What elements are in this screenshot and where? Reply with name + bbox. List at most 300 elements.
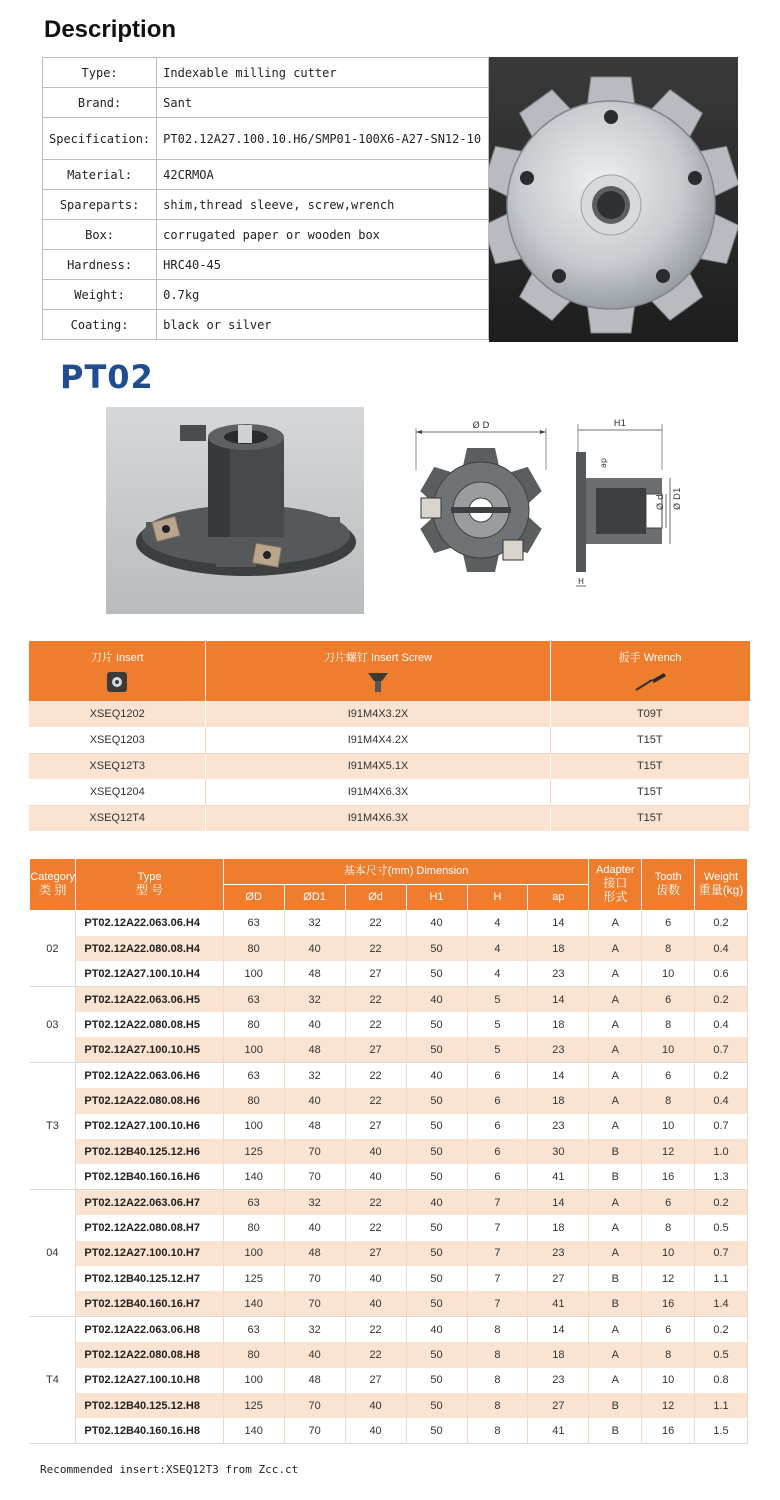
value-cell: 70 [284, 1164, 345, 1189]
value-cell: 70 [284, 1418, 345, 1443]
value-cell: A [589, 961, 642, 986]
type-cell: PT02.12A22.080.08.H8 [76, 1342, 223, 1367]
model-title: PT02 [60, 358, 154, 396]
value-cell: 5 [467, 987, 528, 1012]
value-cell: B [589, 1291, 642, 1316]
insert-code: XSEQ1203 [29, 727, 206, 753]
value-cell: A [589, 1114, 642, 1139]
type-cell: PT02.12A22.063.06.H4 [76, 911, 223, 936]
value-cell: 14 [528, 1317, 589, 1342]
category-cell: 02 [30, 911, 76, 987]
spec-value: PT02.12A27.100.10.H6/SMP01-100X6-A27-SN12-10 [157, 118, 489, 160]
dim-label-ap: ap [599, 458, 608, 468]
value-cell: 14 [528, 1190, 589, 1215]
value-cell: A [589, 911, 642, 936]
value-cell: 18 [528, 936, 589, 961]
value-cell: 22 [345, 987, 406, 1012]
value-cell: 8 [642, 1342, 695, 1367]
value-cell: 41 [528, 1291, 589, 1316]
value-cell: 23 [528, 1368, 589, 1393]
value-cell: 50 [406, 961, 467, 986]
value-cell: 22 [345, 1012, 406, 1037]
table-row [30, 1190, 748, 1215]
table-row [30, 1291, 748, 1316]
category-cell: 04 [30, 1190, 76, 1317]
value-cell: 0.2 [695, 911, 748, 936]
value-cell: 50 [406, 1139, 467, 1164]
value-cell: 0.2 [695, 1317, 748, 1342]
insert-table [29, 641, 750, 831]
screw-code: I91M4X5.1X [206, 753, 550, 779]
value-cell: 18 [528, 1088, 589, 1113]
description-title: Description [44, 16, 177, 43]
value-cell: B [589, 1164, 642, 1189]
value-cell: 125 [223, 1393, 284, 1418]
screw-code: I91M4X6.3X [206, 805, 550, 831]
value-cell: 40 [406, 987, 467, 1012]
value-cell: 100 [223, 1114, 284, 1139]
value-cell: 7 [467, 1241, 528, 1266]
table-row [30, 1215, 748, 1240]
value-cell: 140 [223, 1418, 284, 1443]
value-cell: 6 [467, 1063, 528, 1088]
value-cell: 0.5 [695, 1342, 748, 1367]
spec-label: Coating: [43, 310, 157, 340]
type-cell: PT02.12B40.125.12.H7 [76, 1266, 223, 1291]
value-cell: 8 [642, 1012, 695, 1037]
value-cell: 50 [406, 936, 467, 961]
value-cell: 7 [467, 1266, 528, 1291]
value-cell: 32 [284, 1190, 345, 1215]
value-cell: 100 [223, 961, 284, 986]
dimension-col-header: Ød [345, 885, 406, 911]
value-cell: 40 [345, 1164, 406, 1189]
type-cell: PT02.12A22.063.06.H8 [76, 1317, 223, 1342]
spec-value: shim,thread sleeve, screw,wrench [157, 190, 489, 220]
insert-header: 刀片 Insert [29, 641, 206, 701]
spec-row [43, 58, 489, 88]
value-cell: 40 [345, 1291, 406, 1316]
value-cell: 80 [223, 1342, 284, 1367]
value-cell: 41 [528, 1164, 589, 1189]
value-cell: 10 [642, 1114, 695, 1139]
spec-value: Sant [157, 88, 489, 118]
table-row [30, 1241, 748, 1266]
value-cell: 16 [642, 1164, 695, 1189]
type-cell: PT02.12A27.100.10.H4 [76, 961, 223, 986]
type-cell: PT02.12A22.080.08.H5 [76, 1012, 223, 1037]
value-cell: 22 [345, 1063, 406, 1088]
insert-row [29, 805, 750, 831]
spec-value: HRC40-45 [157, 250, 489, 280]
spec-value: 42CRMOA [157, 160, 489, 190]
type-cell: PT02.12A22.063.06.H5 [76, 987, 223, 1012]
value-cell: 6 [467, 1164, 528, 1189]
render-3d-view [106, 407, 364, 614]
value-cell: 63 [223, 1190, 284, 1215]
spec-value: corrugated paper or wooden box [157, 220, 489, 250]
value-cell: 1.4 [695, 1291, 748, 1316]
value-cell: 50 [406, 1088, 467, 1113]
value-cell: B [589, 1418, 642, 1443]
value-cell: 70 [284, 1139, 345, 1164]
value-cell: 40 [406, 911, 467, 936]
value-cell: 22 [345, 936, 406, 961]
table-row [30, 1418, 748, 1443]
value-cell: 1.5 [695, 1418, 748, 1443]
value-cell: 16 [642, 1291, 695, 1316]
spec-value: Indexable milling cutter [157, 58, 489, 88]
dim-label-small-d: Ø d [656, 494, 666, 510]
value-cell: A [589, 1317, 642, 1342]
type-header: Type 型 号 [76, 859, 223, 911]
value-cell: 80 [223, 1088, 284, 1113]
value-cell: 100 [223, 1368, 284, 1393]
value-cell: 7 [467, 1291, 528, 1316]
value-cell: 70 [284, 1393, 345, 1418]
value-cell: 14 [528, 987, 589, 1012]
spec-row [43, 310, 489, 340]
table-row [30, 1063, 748, 1088]
value-cell: 27 [528, 1266, 589, 1291]
value-cell: 0.7 [695, 1241, 748, 1266]
value-cell: 32 [284, 1063, 345, 1088]
table-row [30, 911, 748, 936]
value-cell: 8 [467, 1342, 528, 1367]
insert-code: XSEQ12T3 [29, 753, 206, 779]
spec-label: Specification: [43, 118, 157, 160]
value-cell: 48 [284, 961, 345, 986]
value-cell: A [589, 1342, 642, 1367]
wrench-code: T15T [550, 805, 749, 831]
dim-label-h1: H1 [613, 419, 627, 429]
weight-header: Weight 重量(kg) [695, 859, 748, 911]
dim-label-h: H [578, 577, 585, 586]
value-cell: 0.2 [695, 1190, 748, 1215]
value-cell: 0.4 [695, 1012, 748, 1037]
dimension-col-header: ØD1 [284, 885, 345, 911]
value-cell: 140 [223, 1291, 284, 1316]
value-cell: 48 [284, 1368, 345, 1393]
value-cell: 5 [467, 1037, 528, 1062]
spec-table [42, 57, 489, 340]
value-cell: 14 [528, 1063, 589, 1088]
value-cell: 0.5 [695, 1215, 748, 1240]
table-row [30, 1368, 748, 1393]
value-cell: 100 [223, 1241, 284, 1266]
side-view-drawing [566, 410, 686, 600]
value-cell: 48 [284, 1114, 345, 1139]
spec-row [43, 118, 489, 160]
value-cell: 8 [467, 1393, 528, 1418]
value-cell: 27 [345, 1114, 406, 1139]
dimension-col-header: ØD [223, 885, 284, 911]
dim-label-d1: Ø D1 [673, 487, 683, 510]
value-cell: 10 [642, 1037, 695, 1062]
spec-label: Material: [43, 160, 157, 190]
value-cell: 12 [642, 1139, 695, 1164]
value-cell: 50 [406, 1342, 467, 1367]
value-cell: 0.7 [695, 1037, 748, 1062]
value-cell: B [589, 1266, 642, 1291]
insert-row [29, 753, 750, 779]
value-cell: 6 [642, 1063, 695, 1088]
value-cell: 0.7 [695, 1114, 748, 1139]
value-cell: 80 [223, 936, 284, 961]
value-cell: 80 [223, 1215, 284, 1240]
value-cell: 0.4 [695, 1088, 748, 1113]
value-cell: 125 [223, 1266, 284, 1291]
value-cell: 16 [642, 1418, 695, 1443]
value-cell: A [589, 1190, 642, 1215]
value-cell: A [589, 987, 642, 1012]
value-cell: 6 [467, 1088, 528, 1113]
tooth-header: Tooth 齿数 [642, 859, 695, 911]
value-cell: 22 [345, 1190, 406, 1215]
value-cell: 50 [406, 1164, 467, 1189]
spec-row [43, 280, 489, 310]
value-cell: 4 [467, 911, 528, 936]
value-cell: 40 [345, 1418, 406, 1443]
value-cell: A [589, 1368, 642, 1393]
wrench-header: 扳手 Wrench [550, 641, 749, 701]
table-row [30, 1114, 748, 1139]
type-cell: PT02.12A27.100.10.H7 [76, 1241, 223, 1266]
spec-label: Brand: [43, 88, 157, 118]
dimension-col-header: ap [528, 885, 589, 911]
value-cell: 7 [467, 1190, 528, 1215]
insert-code: XSEQ12T4 [29, 805, 206, 831]
value-cell: 18 [528, 1342, 589, 1367]
value-cell: 1.3 [695, 1164, 748, 1189]
value-cell: 80 [223, 1012, 284, 1037]
value-cell: 8 [467, 1317, 528, 1342]
dimension-table [29, 858, 748, 1444]
table-row [30, 1139, 748, 1164]
value-cell: 100 [223, 1037, 284, 1062]
value-cell: B [589, 1393, 642, 1418]
front-view-drawing [408, 410, 558, 600]
value-cell: 32 [284, 911, 345, 936]
spec-row [43, 160, 489, 190]
value-cell: 8 [642, 1215, 695, 1240]
type-cell: PT02.12B40.125.12.H8 [76, 1393, 223, 1418]
value-cell: 4 [467, 961, 528, 986]
value-cell: A [589, 1241, 642, 1266]
value-cell: 50 [406, 1368, 467, 1393]
value-cell: 63 [223, 1063, 284, 1088]
value-cell: 6 [467, 1114, 528, 1139]
value-cell: 12 [642, 1266, 695, 1291]
dim-label-d: Ø D [472, 421, 490, 431]
value-cell: 50 [406, 1266, 467, 1291]
wrench-code: T15T [550, 779, 749, 805]
value-cell: 14 [528, 911, 589, 936]
value-cell: 40 [406, 1063, 467, 1088]
value-cell: 50 [406, 1037, 467, 1062]
wrench-icon [630, 671, 670, 693]
type-cell: PT02.12A22.063.06.H6 [76, 1063, 223, 1088]
table-row [30, 1037, 748, 1062]
category-header: Category 类 别 [30, 859, 76, 911]
value-cell: 23 [528, 1241, 589, 1266]
spec-label: Hardness: [43, 250, 157, 280]
spec-row [43, 88, 489, 118]
wrench-code: T15T [550, 727, 749, 753]
value-cell: 1.1 [695, 1393, 748, 1418]
value-cell: 48 [284, 1037, 345, 1062]
value-cell: 18 [528, 1215, 589, 1240]
type-cell: PT02.12A27.100.10.H6 [76, 1114, 223, 1139]
value-cell: 32 [284, 1317, 345, 1342]
value-cell: 0.2 [695, 987, 748, 1012]
type-cell: PT02.12B40.160.16.H6 [76, 1164, 223, 1189]
insert-screw-header: 刀片螺钉 Insert Screw [206, 641, 550, 701]
value-cell: 0.8 [695, 1368, 748, 1393]
value-cell: A [589, 1012, 642, 1037]
dimension-header: 基本尺寸(mm) Dimension [223, 859, 589, 885]
value-cell: 10 [642, 1368, 695, 1393]
type-cell: PT02.12B40.160.16.H7 [76, 1291, 223, 1316]
value-cell: 8 [467, 1368, 528, 1393]
spec-row [43, 250, 489, 280]
value-cell: B [589, 1139, 642, 1164]
value-cell: 0.4 [695, 936, 748, 961]
value-cell: 0.6 [695, 961, 748, 986]
value-cell: 40 [345, 1139, 406, 1164]
type-cell: PT02.12A22.080.08.H7 [76, 1215, 223, 1240]
table-row [30, 961, 748, 986]
value-cell: 18 [528, 1012, 589, 1037]
value-cell: 6 [642, 1317, 695, 1342]
value-cell: 40 [284, 1215, 345, 1240]
table-row [30, 1088, 748, 1113]
value-cell: 50 [406, 1215, 467, 1240]
type-cell: PT02.12B40.160.16.H8 [76, 1418, 223, 1443]
screw-code: I91M4X4.2X [206, 727, 550, 753]
value-cell: 27 [528, 1393, 589, 1418]
value-cell: A [589, 1037, 642, 1062]
spec-label: Box: [43, 220, 157, 250]
value-cell: 40 [284, 1342, 345, 1367]
type-cell: PT02.12A22.080.08.H4 [76, 936, 223, 961]
value-cell: 23 [528, 1114, 589, 1139]
screw-code: I91M4X3.2X [206, 701, 550, 727]
value-cell: 50 [406, 1393, 467, 1418]
value-cell: 140 [223, 1164, 284, 1189]
category-cell: 03 [30, 987, 76, 1063]
cutter-photo-image [489, 57, 738, 342]
value-cell: 48 [284, 1241, 345, 1266]
insert-row [29, 779, 750, 805]
spec-value: 0.7kg [157, 280, 489, 310]
table-row [30, 1342, 748, 1367]
value-cell: 40 [345, 1393, 406, 1418]
spec-value: black or silver [157, 310, 489, 340]
value-cell: 22 [345, 1088, 406, 1113]
value-cell: 7 [467, 1215, 528, 1240]
table-row [30, 1012, 748, 1037]
spec-row [43, 190, 489, 220]
screw-code: I91M4X6.3X [206, 779, 550, 805]
value-cell: 22 [345, 1317, 406, 1342]
screw-icon [365, 671, 391, 693]
value-cell: 8 [467, 1418, 528, 1443]
value-cell: 50 [406, 1114, 467, 1139]
value-cell: 41 [528, 1418, 589, 1443]
value-cell: 50 [406, 1418, 467, 1443]
footnote: Recommended insert:XSEQ12T3 from Zcc.ct [40, 1463, 299, 1476]
render-3d-image [106, 407, 364, 614]
value-cell: 22 [345, 1215, 406, 1240]
table-row [30, 936, 748, 961]
value-cell: 70 [284, 1291, 345, 1316]
insert-row [29, 727, 750, 753]
value-cell: 27 [345, 1241, 406, 1266]
value-cell: 12 [642, 1393, 695, 1418]
value-cell: 6 [642, 1190, 695, 1215]
value-cell: 63 [223, 911, 284, 936]
wrench-code: T09T [550, 701, 749, 727]
insert-code: XSEQ1202 [29, 701, 206, 727]
value-cell: 8 [642, 936, 695, 961]
value-cell: 40 [284, 1012, 345, 1037]
value-cell: A [589, 1063, 642, 1088]
value-cell: 0.2 [695, 1063, 748, 1088]
spec-label: Spareparts: [43, 190, 157, 220]
value-cell: 40 [284, 936, 345, 961]
type-cell: PT02.12A27.100.10.H8 [76, 1368, 223, 1393]
value-cell: 125 [223, 1139, 284, 1164]
value-cell: 63 [223, 987, 284, 1012]
insert-icon [104, 671, 130, 693]
value-cell: 40 [284, 1088, 345, 1113]
value-cell: 6 [467, 1139, 528, 1164]
value-cell: 23 [528, 961, 589, 986]
value-cell: 22 [345, 911, 406, 936]
type-cell: PT02.12A27.100.10.H5 [76, 1037, 223, 1062]
value-cell: 30 [528, 1139, 589, 1164]
value-cell: 27 [345, 961, 406, 986]
value-cell: 23 [528, 1037, 589, 1062]
cutter-photo [489, 57, 738, 342]
type-cell: PT02.12B40.125.12.H6 [76, 1139, 223, 1164]
value-cell: 50 [406, 1012, 467, 1037]
value-cell: 40 [406, 1317, 467, 1342]
adapter-header: Adapter 接口 形式 [589, 859, 642, 911]
value-cell: 50 [406, 1291, 467, 1316]
category-cell: T4 [30, 1317, 76, 1444]
value-cell: 32 [284, 987, 345, 1012]
spec-label: Weight: [43, 280, 157, 310]
value-cell: 22 [345, 1342, 406, 1367]
table-row [30, 1317, 748, 1342]
value-cell: 50 [406, 1241, 467, 1266]
type-cell: PT02.12A22.063.06.H7 [76, 1190, 223, 1215]
value-cell: 1.0 [695, 1139, 748, 1164]
value-cell: 27 [345, 1368, 406, 1393]
insert-code: XSEQ1204 [29, 779, 206, 805]
value-cell: 8 [642, 1088, 695, 1113]
category-cell: T3 [30, 1063, 76, 1190]
dimension-col-header: H1 [406, 885, 467, 911]
value-cell: 1.1 [695, 1266, 748, 1291]
insert-row [29, 701, 750, 727]
value-cell: A [589, 1215, 642, 1240]
value-cell: 4 [467, 936, 528, 961]
value-cell: 40 [345, 1266, 406, 1291]
table-row [30, 1266, 748, 1291]
